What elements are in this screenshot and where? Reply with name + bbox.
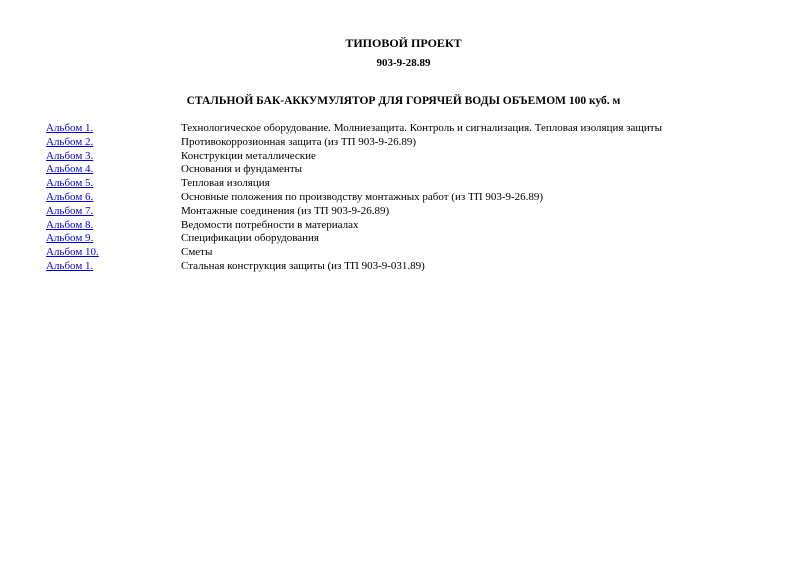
album-description: Технологическое оборудование. Молниезащита. Контроль и сигнализация. Тепловая изоляция защиты [181, 122, 662, 134]
album-row [46, 205, 786, 219]
album-description: Тепловая изоляция [181, 177, 270, 190]
album-list [46, 122, 786, 274]
album-link[interactable]: Альбом 8. [46, 218, 94, 231]
album-description: Основные положения по производству монтажных работ (из ТП 903-9-26.89) [181, 190, 544, 203]
album-description: Стальная конструкция защиты (из ТП 903-9-031.89) [181, 259, 425, 272]
album-link[interactable]: Альбом 5. [46, 177, 94, 190]
album-description: Спецификации оборудования [181, 232, 319, 245]
album-link[interactable]: Альбом 4. [46, 163, 94, 176]
album-description: Сметы [181, 246, 213, 259]
album-row [46, 260, 786, 274]
album-description: Монтажные соединения (из ТП 903-9-26.89) [181, 204, 390, 217]
project-code: 903-9-28.89 [376, 57, 431, 69]
album-link[interactable]: Альбом 7. [46, 204, 94, 217]
album-row [46, 219, 786, 233]
album-row [46, 177, 786, 191]
album-link[interactable]: Альбом 1. [46, 259, 94, 272]
album-link[interactable]: Альбом 1. [46, 122, 94, 134]
album-description: Противокоррозионная защита (из ТП 903-9-26.89) [181, 135, 417, 148]
album-link[interactable]: Альбом 6. [46, 190, 94, 203]
album-row [46, 163, 786, 177]
document-title: ТИПОВОЙ ПРОЕКТ [345, 36, 462, 50]
album-row [46, 150, 786, 164]
album-link[interactable]: Альбом 9. [46, 232, 94, 245]
album-link[interactable]: Альбом 3. [46, 149, 94, 162]
document-subtitle: СТАЛЬНОЙ БАК-АККУМУЛЯТОР ДЛЯ ГОРЯЧЕЙ ВОДЫ ОБЪЕМОМ 100 куб. м [186, 95, 621, 107]
album-description: Основания и фундаменты [181, 163, 303, 176]
album-description: Конструкции металлические [181, 149, 316, 162]
album-row [46, 136, 786, 150]
album-row [46, 191, 786, 205]
album-link[interactable]: Альбом 10. [46, 246, 99, 259]
album-row [46, 246, 786, 260]
album-description: Ведомости потребности в материалах [181, 218, 359, 231]
album-link[interactable]: Альбом 2. [46, 135, 94, 148]
album-row [46, 122, 786, 136]
album-row [46, 232, 786, 246]
